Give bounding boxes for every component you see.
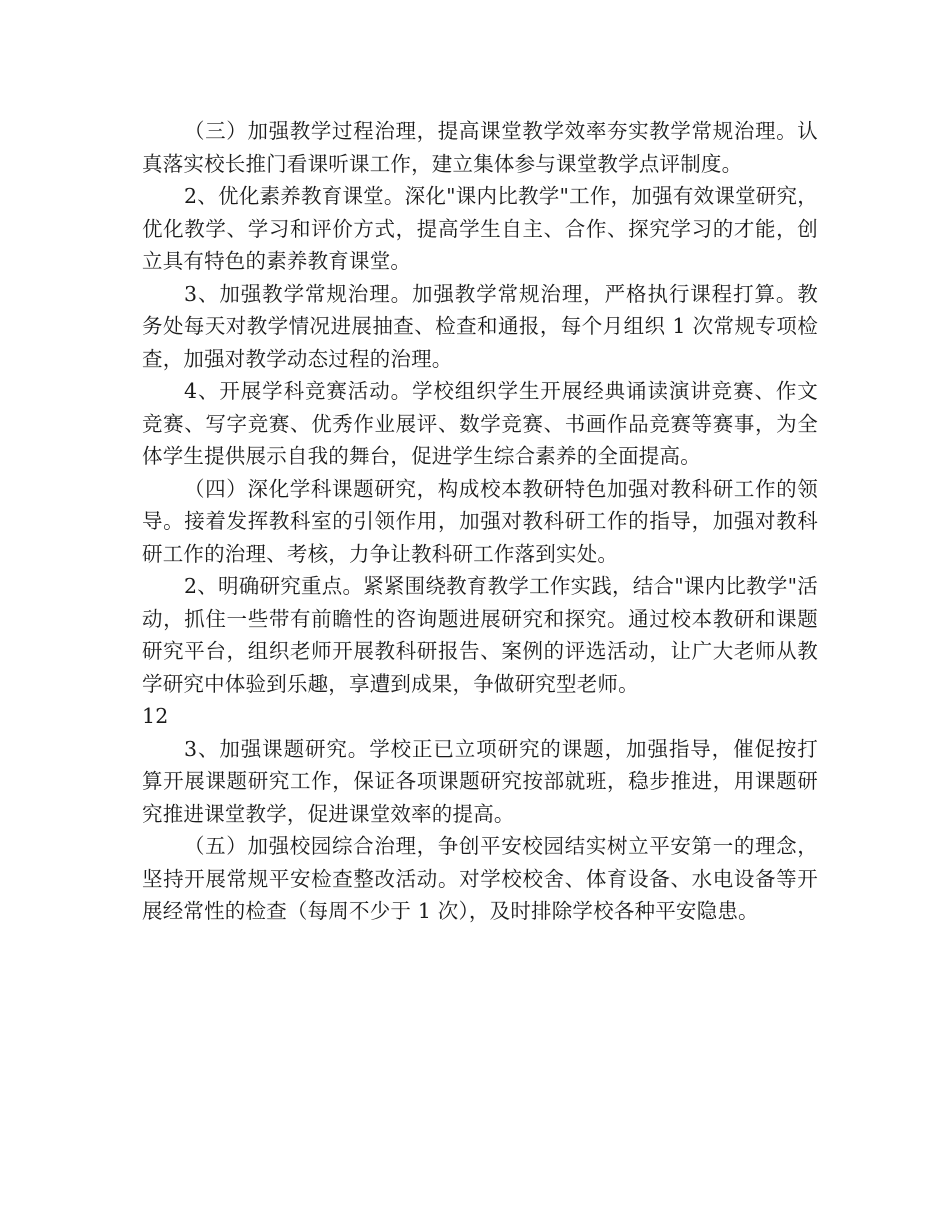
paragraph-section-3-heading: （三）加强教学过程治理，提高课堂教学效率夯实教学常规治理。认真落实校长推门看课听课工作，建立集体参与课堂教学点评制度。: [142, 119, 818, 176]
paragraph-section-4-heading: （四）深化学科课题研究，构成校本教研特色加强对教科研工作的领导。接着发挥教科室的引领作用，加强对教科研工作的指导，加强对教科研工作的治理、考核，力争让教科研工作落到实处。: [142, 476, 818, 566]
paragraph-item-2-quality-classroom: 2、优化素养教育课堂。深化"课内比教学"工作，加强有效课堂研究，优化教学、学习和评价方式，提高学生自主、合作、探究学习的才能，创立具有特色的素养教育课堂。: [142, 184, 818, 273]
document-body: [142, 115, 818, 928]
paragraph-item-2-research-focus: 2、明确研究重点。紧紧围绕教育教学工作实践，结合"课内比教学"活动，抓住一些带有前瞻性的咨询题进展研究和探究。通过校本教研和课题研究平台，组织老师开展教科研报告、案例的评选活动，让广大老师从教学研究中体验到乐趣，享遭到成果，争做研究型老师。: [142, 574, 818, 696]
paragraph-section-5-heading: （五）加强校园综合治理，争创平安校园结实树立平安第一的理念，坚持开展常规平安检查整改活动。对学校校舍、体育设备、水电设备等开展经常性的检查（每周不少于 1 次），及时排除学校各种平安隐患。: [142, 834, 818, 923]
paragraph-item-4-competitions: 4、开展学科竞赛活动。学校组织学生开展经典诵读演讲竞赛、作文竞赛、写字竞赛、优秀作业展评、数学竞赛、书画作品竞赛等赛事，为全体学生提供展示自我的舞台，促进学生综合素养的全面提高。: [142, 379, 818, 468]
paragraph-item-3-teaching-routine: 3、加强教学常规治理。加强教学常规治理，严格执行课程打算。教务处每天对教学情况进展抽查、检查和通报，每个月组织 1 次常规专项检查，加强对教学动态过程的治理。: [142, 281, 818, 371]
stray-number: 12: [142, 704, 169, 728]
paragraph-item-3-topic-research: 3、加强课题研究。学校正已立项研究的课题，加强指导，催促按打算开展课题研究工作，保证各项课题研究按部就班，稳步推进，用课题研究推进课堂教学，促进课堂效率的提高。: [142, 736, 818, 826]
